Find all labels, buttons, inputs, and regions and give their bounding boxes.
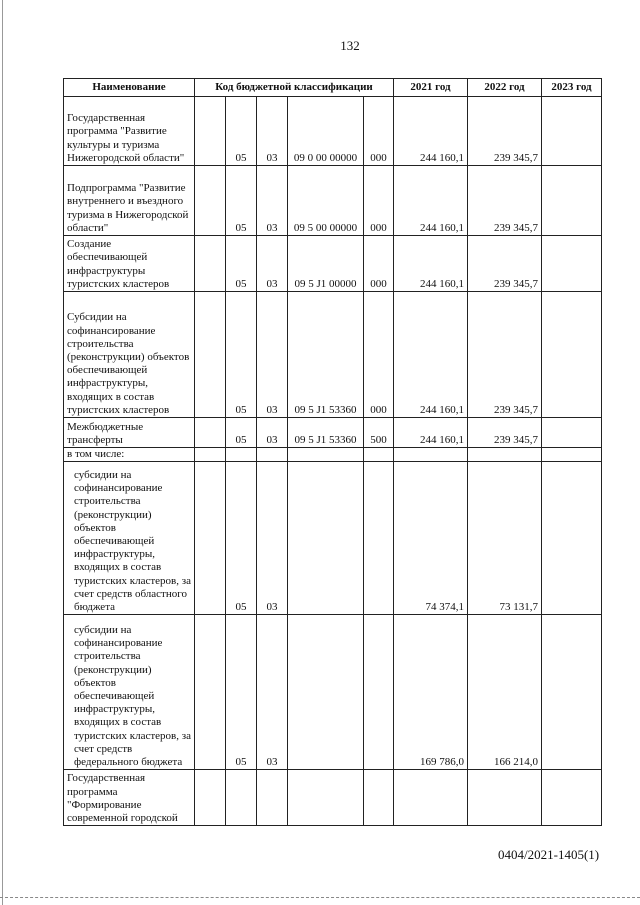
page-edge-line (2, 0, 3, 905)
value-2021: 244 160,1 (394, 97, 468, 166)
code-target-article: 09 0 00 00000 (288, 97, 364, 166)
code-subsection: 03 (257, 236, 288, 292)
code-section: 05 (226, 462, 257, 615)
code-expense-type (364, 770, 394, 826)
code-subsection: 03 (257, 615, 288, 770)
code-expense-type: 000 (364, 97, 394, 166)
code-target-article: 09 5 00 00000 (288, 166, 364, 236)
code-target-article (288, 615, 364, 770)
code-expense-type (364, 615, 394, 770)
table-row (64, 448, 602, 462)
header-2021: 2021 год (394, 79, 468, 97)
budget-table (63, 78, 602, 826)
table-row (64, 236, 602, 292)
header-budget-code: Код бюджетной классификации (195, 79, 394, 97)
row-name: субсидии на софинансирование строительства (реконструкции) объектов обеспечивающей инфраструктуры, входящих в состав туристских кластеров, за счет средств областного бюджета (64, 462, 195, 615)
value-2022: 73 131,7 (468, 462, 542, 615)
code-expense-type (364, 448, 394, 462)
header-name: Наименование (64, 79, 195, 97)
value-2023 (542, 97, 602, 166)
value-2023 (542, 292, 602, 418)
code-target-article (288, 448, 364, 462)
row-name: Подпрограмма "Развитие внутреннего и въездного туризма в Нижегородской области" (64, 166, 195, 236)
document-code: 0404/2021-1405(1) (498, 847, 600, 862)
value-2022: 239 345,7 (468, 97, 542, 166)
page-number: 132 (340, 38, 360, 53)
code-subsection: 03 (257, 166, 288, 236)
row-name: Государственная программа "Развитие культуры и туризма Нижегородской области" (64, 97, 195, 166)
row-name: Создание обеспечивающей инфраструктуры туристских кластеров (64, 236, 195, 292)
value-2023 (542, 418, 602, 448)
code-section: 05 (226, 236, 257, 292)
code-section (226, 448, 257, 462)
value-2021 (394, 448, 468, 462)
row-name: Государственная программа "Формирование современной городской (64, 770, 195, 826)
code-subsection: 03 (257, 462, 288, 615)
code-target-article: 09 5 J1 53360 (288, 418, 364, 448)
value-2022: 239 345,7 (468, 418, 542, 448)
value-2021: 244 160,1 (394, 236, 468, 292)
code-subsection (257, 770, 288, 826)
value-2023 (542, 770, 602, 826)
code-expense-type: 000 (364, 292, 394, 418)
value-2021: 244 160,1 (394, 292, 468, 418)
value-2023 (542, 448, 602, 462)
code-target-article: 09 5 J1 53360 (288, 292, 364, 418)
code-section: 05 (226, 166, 257, 236)
header-2022: 2022 год (468, 79, 542, 97)
value-2022: 166 214,0 (468, 615, 542, 770)
table-row (64, 166, 602, 236)
code-subsection: 03 (257, 97, 288, 166)
value-2022 (468, 448, 542, 462)
value-2021 (394, 770, 468, 826)
code-expense-type (364, 462, 394, 615)
code-section: 05 (226, 418, 257, 448)
table-row (64, 615, 602, 770)
table-header-row (64, 79, 602, 97)
code-target-article (288, 770, 364, 826)
value-2023 (542, 615, 602, 770)
table-row (64, 97, 602, 166)
value-2022: 239 345,7 (468, 236, 542, 292)
value-2022: 239 345,7 (468, 166, 542, 236)
code-section: 05 (226, 615, 257, 770)
header-2023: 2023 год (542, 79, 602, 97)
code-expense-type: 000 (364, 236, 394, 292)
row-name: Межбюджетные трансферты (64, 418, 195, 448)
scan-edge-line (0, 897, 640, 898)
code-section: 05 (226, 97, 257, 166)
value-2023 (542, 166, 602, 236)
table-row (64, 292, 602, 418)
value-2021: 244 160,1 (394, 418, 468, 448)
code-subsection: 03 (257, 292, 288, 418)
value-2022 (468, 770, 542, 826)
code-expense-type: 500 (364, 418, 394, 448)
value-2023 (542, 462, 602, 615)
row-name: субсидии на софинансирование строительства (реконструкции) объектов обеспечивающей инфраструктуры, входящих в состав туристских кластеров, за счет средств федерального бюджета (64, 615, 195, 770)
value-2022: 239 345,7 (468, 292, 542, 418)
code-section (226, 770, 257, 826)
table-row (64, 418, 602, 448)
table-row (64, 770, 602, 826)
value-2021: 169 786,0 (394, 615, 468, 770)
table-row (64, 462, 602, 615)
value-2021: 74 374,1 (394, 462, 468, 615)
code-subsection: 03 (257, 418, 288, 448)
code-target-article (288, 462, 364, 615)
code-section: 05 (226, 292, 257, 418)
row-name: в том числе: (64, 448, 195, 462)
code-expense-type: 000 (364, 166, 394, 236)
row-name: Субсидии на софинансирование строительства (реконструкции) объектов обеспечивающей инфраструктуры, входящих в состав туристских кластеров (64, 292, 195, 418)
value-2021: 244 160,1 (394, 166, 468, 236)
code-target-article: 09 5 J1 00000 (288, 236, 364, 292)
value-2023 (542, 236, 602, 292)
code-subsection (257, 448, 288, 462)
